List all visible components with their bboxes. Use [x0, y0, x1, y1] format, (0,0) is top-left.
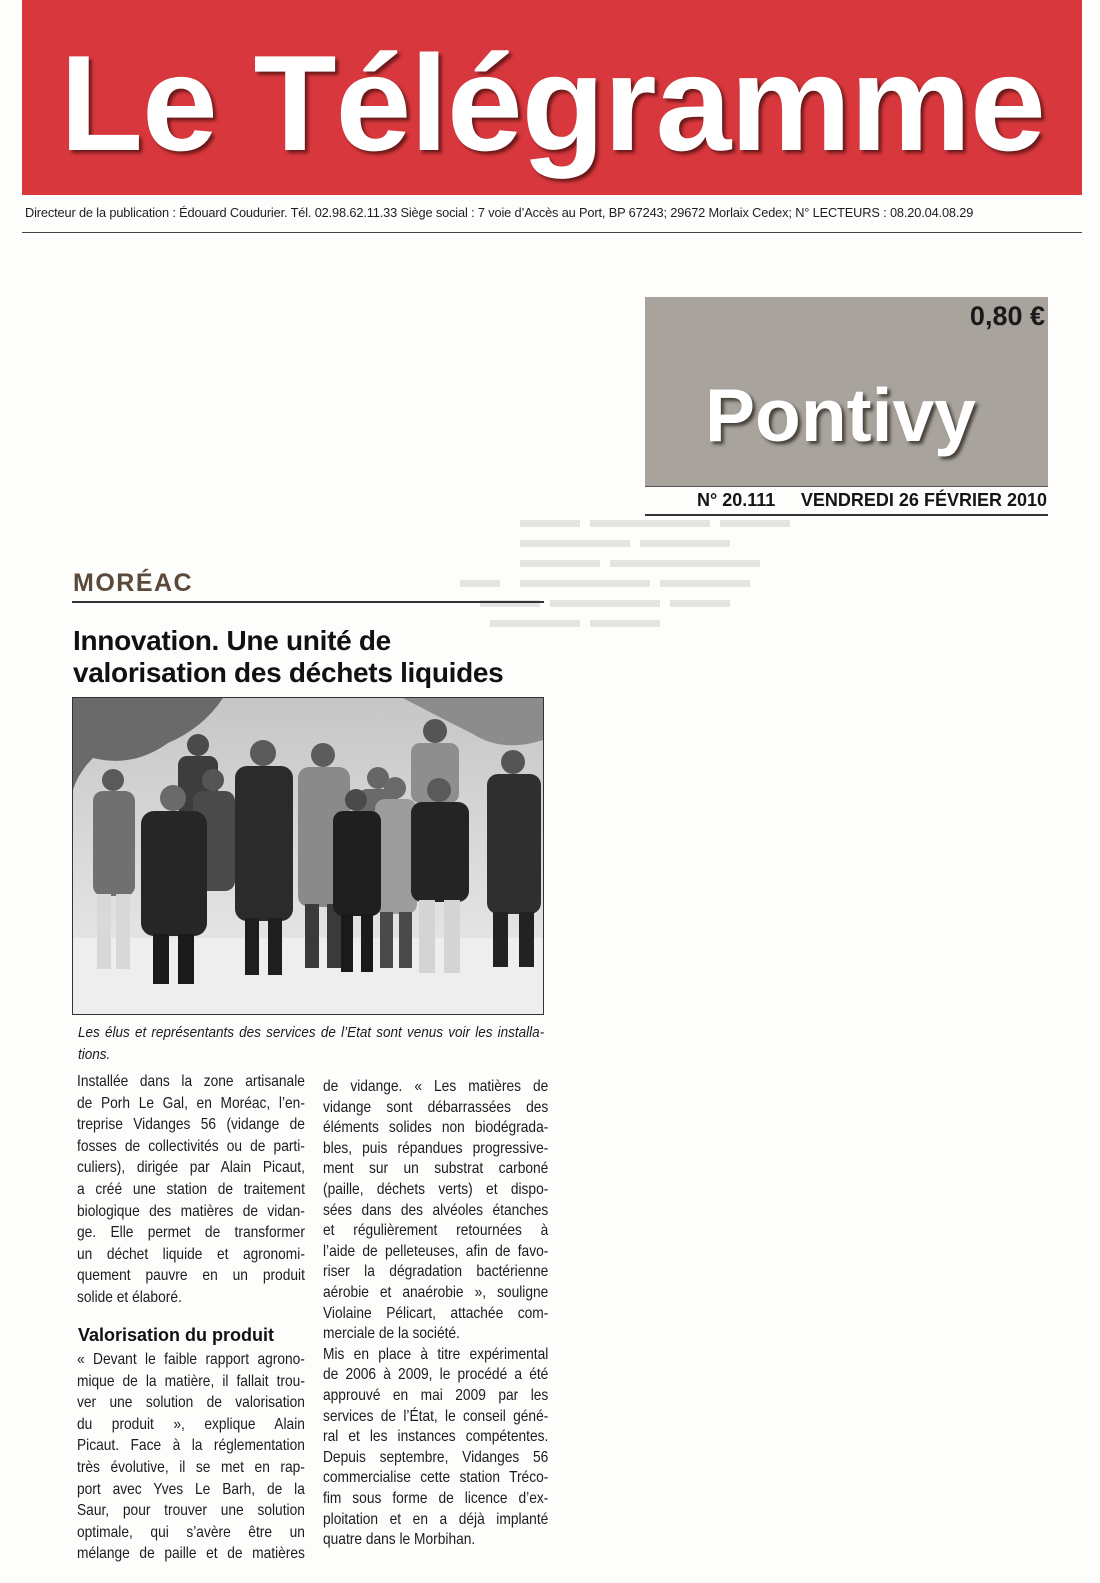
- text-line: port avec Yves Le Barh, de la: [77, 1480, 305, 1498]
- publisher-info-line: Directeur de la publication : Édouard Coudurier. Tél. 02.98.62.11.33 Siège social : 7 voie d’Accès au Port, BP 67243; 29672 Morlaix Cedex; N° LECTEURS : 08.20.04.08.29: [25, 205, 974, 220]
- text-line: « Devant le faible rapport agrono-: [77, 1351, 305, 1368]
- text-line: l’aide de pelleteuses, afin de favo-: [323, 1242, 549, 1260]
- article-subheading: Valorisation du produit: [78, 1325, 275, 1345]
- photo-caption: [78, 1022, 596, 1066]
- text-line: Mis en place à titre expérimental: [323, 1345, 549, 1363]
- issue-line: [697, 490, 1047, 510]
- article-paragraph: [77, 1349, 342, 1565]
- text-line: de 2006 à 2009, le procédé a été: [323, 1366, 549, 1384]
- article-paragraph: [323, 1345, 585, 1551]
- price-label: 0,80 €: [969, 301, 1045, 331]
- text-line: Installée dans la zone artisanale: [77, 1073, 305, 1090]
- text-line: fosses de collectivités ou de parti-: [77, 1137, 305, 1155]
- text-line: a créé une station de traitement: [77, 1180, 305, 1198]
- article-paragraph: [77, 1071, 342, 1309]
- text-line: ge. Elle permet de transformer: [77, 1224, 305, 1242]
- article-paragraph: [323, 1077, 585, 1345]
- text-line: biologique des matières de vidan-: [77, 1202, 305, 1220]
- text-line: et régulièrement retournées à: [323, 1222, 549, 1240]
- text-line: ment sur un substrat carboné: [323, 1160, 549, 1178]
- text-line: mique de la matière, il fallait trou-: [77, 1372, 305, 1390]
- newspaper-title: Le Télégramme: [60, 27, 1045, 179]
- text-line: éléments solides non biodégrada-: [323, 1119, 549, 1137]
- text-line: solide et élaboré.: [77, 1288, 182, 1306]
- headline-line: valorisation des déchets liquides: [73, 657, 504, 688]
- issue-date: VENDREDI 26 FÉVRIER 2010: [800, 490, 1047, 510]
- text-line: (paille, déchets verts) et dispo-: [323, 1180, 549, 1198]
- group-photo-image: [73, 698, 543, 1014]
- text-line: de vidange. « Les matières de: [323, 1078, 549, 1095]
- text-line: culiers), dirigée par Alain Picaut,: [77, 1159, 305, 1177]
- text-line: Picaut. Face à la réglementation: [77, 1437, 305, 1455]
- text-line: de Porh Le Gal, en Moréac, l’en-: [77, 1094, 305, 1112]
- text-line: aérobie et anaérobie », souligne: [323, 1283, 549, 1301]
- edition-name: Pontivy: [705, 373, 976, 457]
- text-line: fim sous forme de licence d’ex-: [323, 1489, 549, 1507]
- text-line: approuvé en mai 2009 par les: [323, 1386, 549, 1404]
- text-line: Depuis septembre, Vidanges 56: [323, 1448, 549, 1466]
- text-line: vidange sont débarrassées des: [323, 1098, 549, 1116]
- text-line: merciale de la société.: [323, 1325, 460, 1343]
- bleed-through-marks: [250, 516, 810, 641]
- issue-number: N° 20.111: [697, 490, 776, 510]
- group-photo: [72, 697, 544, 1015]
- headline: [73, 625, 503, 689]
- text-line: quatre dans le Morbihan.: [323, 1531, 476, 1549]
- text-line: optimale, qui s’avère être un: [77, 1523, 305, 1541]
- text-line: bles, puis répandues progressive-: [323, 1139, 549, 1157]
- masthead-banner: [22, 0, 1082, 195]
- text-line: Saur, pour trouver une solution: [77, 1502, 305, 1520]
- text-line: du produit », explique Alain: [77, 1415, 305, 1433]
- text-line: treprise Vidanges 56 (vidange de: [77, 1116, 305, 1134]
- publisher-rule: [22, 232, 1082, 233]
- caption-line: Les élus et représentants des services de l’Etat sont venus voir les installa-: [78, 1024, 545, 1041]
- text-line: ploitation et en a déjà implanté: [323, 1510, 549, 1528]
- text-line: ral et les instances compétentes.: [323, 1428, 549, 1446]
- text-line: ver une solution de valorisation: [77, 1394, 305, 1412]
- text-line: un déchet liquide et agronomi-: [77, 1245, 305, 1263]
- section-label: MORÉAC: [73, 569, 194, 597]
- text-line: très évolutive, il se met en rap-: [77, 1458, 305, 1476]
- text-line: Violaine Pélicart, attachée com-: [323, 1304, 549, 1322]
- text-line: quement pauvre en un produit: [77, 1267, 305, 1285]
- edition-box: [645, 297, 1048, 487]
- text-line: commercialise cette station Tréco-: [323, 1469, 549, 1487]
- text-line: mélange de paille et de matières: [77, 1545, 305, 1563]
- headline-line: Innovation. Une unité de: [73, 625, 391, 656]
- text-line: sées dans des alvéoles étanches: [323, 1201, 549, 1219]
- caption-line: tions.: [78, 1046, 111, 1063]
- text-line: services de l’État, le conseil géné-: [323, 1407, 549, 1425]
- section-rule: [72, 601, 544, 603]
- text-line: riser la dégradation bactérienne: [323, 1263, 549, 1281]
